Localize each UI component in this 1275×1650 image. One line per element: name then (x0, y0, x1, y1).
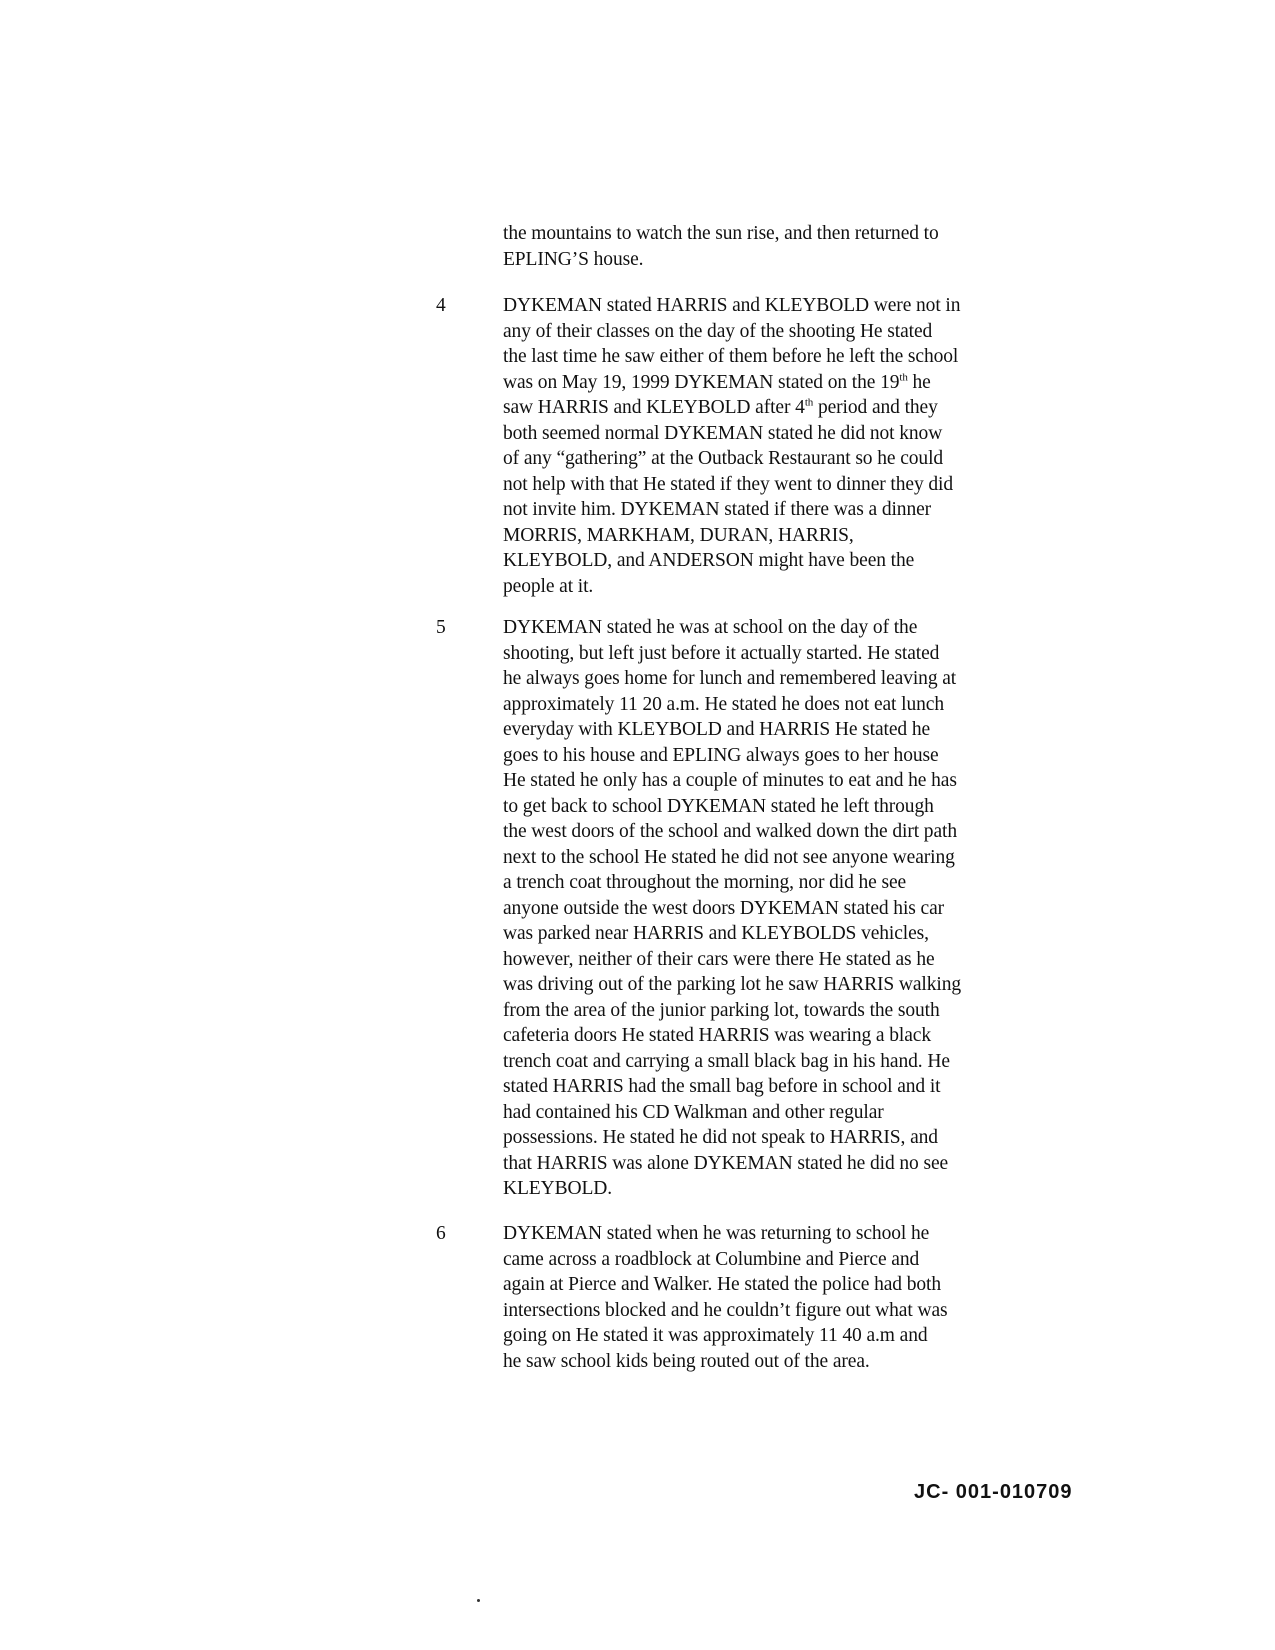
text-line (503, 395, 1043, 421)
text-line: not help with that He stated if they went to dinner they did (503, 473, 953, 495)
text-line: DYKEMAN stated HARRIS and KLEYBOLD were not in (503, 295, 961, 316)
text-line: he always goes home for lunch and remembered leaving at (503, 668, 957, 689)
text-line: going on He stated it was approximately 11 40 a.m and (503, 1325, 928, 1346)
paragraph-number: 5 (436, 617, 446, 638)
text-line: stated HARRIS had the small bag before in school and it (503, 1076, 941, 1097)
text-line: shooting, but left just before it actually started. He stated (503, 642, 940, 664)
text-line: again at Pierce and Walker. He stated the police had both (503, 1274, 942, 1295)
text-line: next to the school He stated he did not see anyone wearing (503, 846, 955, 868)
text-line: EPLING’S house. (503, 248, 644, 270)
text-line: DYKEMAN stated he was at school on the day of the (503, 617, 918, 638)
text-line: MORRIS, MARKHAM, DURAN, HARRIS, (503, 524, 854, 546)
text-line: had contained his CD Walkman and other regular (503, 1101, 884, 1123)
text-line: was parked near HARRIS and KLEYBOLDS vehicles, (503, 923, 929, 944)
text-line: not invite him. DYKEMAN stated if there was a dinner (503, 499, 932, 520)
text-line: DYKEMAN stated when he was returning to school he (503, 1223, 930, 1244)
text-line: however, neither of their cars were there He stated as he (503, 948, 935, 970)
text-line: anyone outside the west doors DYKEMAN stated his car (503, 897, 945, 919)
text-line: KLEYBOLD, and ANDERSON might have been the (503, 550, 915, 571)
text-line: the mountains to watch the sun rise, and then returned to (503, 223, 939, 244)
text-line: he saw school kids being routed out of the area. (503, 1350, 870, 1372)
scan-speck (477, 1599, 480, 1602)
paragraph-4 (503, 293, 1043, 599)
text-line: of any “gathering” at the Outback Restaurant so he could (503, 448, 944, 469)
text-line: the last time he saw either of them before he left the school (503, 346, 959, 367)
text-line: approximately 11 20 a.m. He stated he does not eat lunch (503, 693, 944, 715)
text-line: that HARRIS was alone DYKEMAN stated he did no see (503, 1152, 949, 1174)
text-line: everyday with KLEYBOLD and HARRIS He stated he (503, 719, 931, 740)
text-segment: was on May 19, 1999 DYKEMAN stated on the 19 (503, 371, 900, 393)
text-line: trench coat and carrying a small black bag in his hand. He (503, 1050, 950, 1072)
text-line: possessions. He stated he did not speak to HARRIS, and (503, 1127, 938, 1148)
text-line: was driving out of the parking lot he saw HARRIS walking (503, 974, 962, 995)
paragraph-5 (503, 615, 1043, 1202)
text-line: cafeteria doors He stated HARRIS was wearing a black (503, 1025, 931, 1046)
text-line: intersections blocked and he couldn’t figure out what was (503, 1299, 948, 1321)
text-line: both seemed normal DYKEMAN stated he did not know (503, 422, 943, 444)
text-line: the west doors of the school and walked down the dirt path (503, 821, 957, 842)
text-segment: he (907, 371, 931, 393)
text-line: a trench coat throughout the morning, nor did he see (503, 872, 907, 893)
text-line: came across a roadblock at Columbine and Pierce and (503, 1248, 920, 1270)
text-line: from the area of the junior parking lot, towards the south (503, 999, 940, 1021)
superscript: th (899, 371, 908, 383)
text-line: goes to his house and EPLING always goes to her house (503, 744, 939, 766)
paragraph-number: 4 (436, 295, 446, 316)
paragraph-continuation (503, 221, 1043, 272)
text-line: any of their classes on the day of the shooting He stated (503, 320, 933, 342)
text-line: people at it. (503, 575, 594, 597)
bates-stamp: JC- 001-010709 (914, 1481, 1073, 1503)
paragraph-6 (503, 1221, 1043, 1374)
text-line: to get back to school DYKEMAN stated he left through (503, 795, 934, 817)
superscript: th (804, 396, 814, 409)
text-segment: saw HARRIS and KLEYBOLD after 4 (503, 397, 805, 418)
text-segment: period and they (813, 397, 938, 418)
text-line: He stated he only has a couple of minutes to eat and he has (503, 770, 957, 791)
text-line: KLEYBOLD. (503, 1178, 613, 1199)
text-line (503, 370, 1043, 396)
paragraph-number: 6 (436, 1223, 446, 1244)
